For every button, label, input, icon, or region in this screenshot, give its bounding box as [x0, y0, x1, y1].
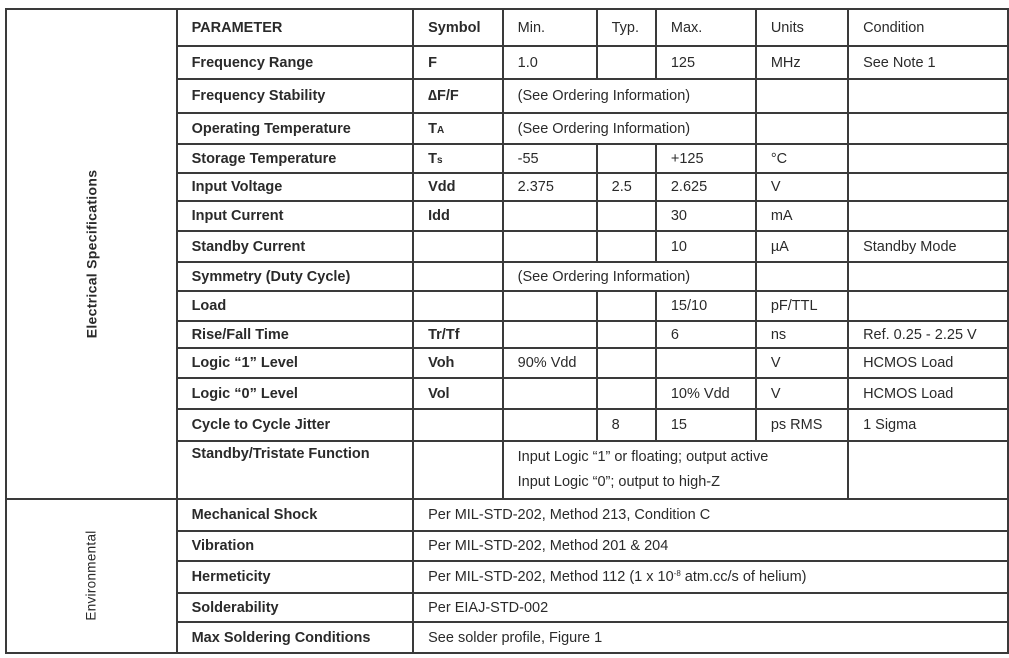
min-cell: 1.0: [503, 46, 597, 79]
tristate-line-2: Input Logic “0”; output to high-Z: [517, 474, 720, 490]
span-cell: (See Ordering Information): [503, 262, 756, 291]
header-row: [6, 9, 1008, 46]
units-cell: pF/TTL: [756, 291, 848, 321]
symbol-cell: Voh: [413, 348, 503, 378]
typ-cell: [597, 348, 656, 378]
units-cell: V: [756, 348, 848, 378]
condition-cell: [848, 291, 1008, 321]
condition-cell: See Note 1: [848, 46, 1008, 79]
max-cell: 2.625: [656, 173, 756, 201]
parameter-cell: Input Current: [177, 201, 414, 231]
typ-cell: [597, 321, 656, 348]
min-cell: [503, 321, 597, 348]
max-cell: 30: [656, 201, 756, 231]
header-typ: Typ.: [597, 9, 656, 46]
table-row: [6, 499, 1008, 531]
environmental-group-label: Environmental: [83, 530, 99, 621]
min-cell: [503, 291, 597, 321]
condition-cell: [848, 441, 1008, 499]
environmental-group-cell: [6, 499, 177, 653]
span-cell: (See Ordering Information): [503, 113, 756, 144]
parameter-cell: Vibration: [177, 531, 414, 561]
max-cell: 15/10: [656, 291, 756, 321]
units-cell: mA: [756, 201, 848, 231]
symbol-subscript: s: [436, 154, 443, 166]
symbol-cell: [413, 144, 503, 173]
typ-cell: 8: [597, 409, 656, 441]
span-cell: (See Ordering Information): [503, 79, 756, 113]
symbol-cell: ∆F/F: [413, 79, 503, 113]
value-cell: Per MIL-STD-202, Method 213, Condition C: [413, 499, 1008, 531]
symbol-cell: [413, 231, 503, 262]
condition-cell: [848, 173, 1008, 201]
max-cell: [656, 348, 756, 378]
parameter-cell: Solderability: [177, 593, 414, 622]
units-cell: [756, 262, 848, 291]
typ-cell: [597, 144, 656, 173]
units-cell: ps RMS: [756, 409, 848, 441]
electrical-group-label: Electrical Specifications: [83, 169, 100, 338]
units-cell: V: [756, 378, 848, 409]
condition-cell: HCMOS Load: [848, 348, 1008, 378]
value-text: Per MIL-STD-202, Method 112 (1 x 10: [428, 569, 674, 585]
min-cell: 2.375: [503, 173, 597, 201]
value-text: atm.cc/s of helium): [680, 569, 807, 585]
exponent: -8: [673, 569, 681, 578]
tristate-line-1: Input Logic “1” or floating; output active: [517, 449, 769, 465]
symbol-cell: Vol: [413, 378, 503, 409]
header-symbol: Symbol: [413, 9, 503, 46]
symbol-subscript: A: [436, 124, 445, 136]
parameter-cell: Logic “1” Level: [177, 348, 414, 378]
specifications-table: [5, 8, 1009, 654]
symbol-main: T: [428, 120, 437, 137]
symbol-cell: Vdd: [413, 173, 503, 201]
header-parameter: PARAMETER: [177, 9, 414, 46]
min-cell: -55: [503, 144, 597, 173]
condition-cell: Standby Mode: [848, 231, 1008, 262]
symbol-cell: Tr/Tf: [413, 321, 503, 348]
parameter-cell: Symmetry (Duty Cycle): [177, 262, 414, 291]
parameter-cell: Storage Temperature: [177, 144, 414, 173]
typ-cell: [597, 231, 656, 262]
header-condition: Condition: [848, 9, 1008, 46]
condition-cell: [848, 144, 1008, 173]
parameter-cell: Logic “0” Level: [177, 378, 414, 409]
units-cell: [756, 79, 848, 113]
typ-cell: [597, 291, 656, 321]
symbol-cell: [413, 291, 503, 321]
value-cell: Per MIL-STD-202, Method 201 & 204: [413, 531, 1008, 561]
parameter-cell: Operating Temperature: [177, 113, 414, 144]
value-cell: See solder profile, Figure 1: [413, 622, 1008, 653]
condition-cell: 1 Sigma: [848, 409, 1008, 441]
condition-cell: [848, 262, 1008, 291]
min-cell: 90% Vdd: [503, 348, 597, 378]
parameter-cell: Load: [177, 291, 414, 321]
parameter-cell: Hermeticity: [177, 561, 414, 593]
electrical-group-cell: [6, 9, 177, 499]
parameter-cell: Mechanical Shock: [177, 499, 414, 531]
symbol-cell: Idd: [413, 201, 503, 231]
symbol-cell: F: [413, 46, 503, 79]
parameter-cell: Frequency Range: [177, 46, 414, 79]
header-max: Max.: [656, 9, 756, 46]
min-cell: [503, 231, 597, 262]
header-units: Units: [756, 9, 848, 46]
max-cell: 6: [656, 321, 756, 348]
parameter-cell: Max Soldering Conditions: [177, 622, 414, 653]
min-cell: [503, 378, 597, 409]
condition-cell: [848, 201, 1008, 231]
typ-cell: [597, 46, 656, 79]
condition-cell: [848, 79, 1008, 113]
parameter-cell: Cycle to Cycle Jitter: [177, 409, 414, 441]
max-cell: +125: [656, 144, 756, 173]
max-cell: 125: [656, 46, 756, 79]
value-cell: [413, 561, 1008, 593]
parameter-cell: Rise/Fall Time: [177, 321, 414, 348]
parameter-cell: Frequency Stability: [177, 79, 414, 113]
units-cell: °C: [756, 144, 848, 173]
units-cell: MHz: [756, 46, 848, 79]
parameter-cell: Standby/Tristate Function: [177, 441, 414, 499]
symbol-cell: [413, 113, 503, 144]
typ-cell: [597, 378, 656, 409]
symbol-cell: [413, 262, 503, 291]
symbol-main: T: [428, 150, 437, 167]
condition-cell: [848, 113, 1008, 144]
units-cell: V: [756, 173, 848, 201]
min-cell: [503, 409, 597, 441]
min-cell: [503, 201, 597, 231]
max-cell: 10% Vdd: [656, 378, 756, 409]
max-cell: 15: [656, 409, 756, 441]
units-cell: [756, 113, 848, 144]
value-cell: Per EIAJ-STD-002: [413, 593, 1008, 622]
parameter-cell: Input Voltage: [177, 173, 414, 201]
max-cell: 10: [656, 231, 756, 262]
parameter-cell: Standby Current: [177, 231, 414, 262]
header-min: Min.: [503, 9, 597, 46]
units-cell: µA: [756, 231, 848, 262]
symbol-cell: [413, 409, 503, 441]
units-cell: ns: [756, 321, 848, 348]
symbol-cell: [413, 441, 503, 499]
condition-cell: HCMOS Load: [848, 378, 1008, 409]
typ-cell: 2.5: [597, 173, 656, 201]
condition-cell: Ref. 0.25 - 2.25 V: [848, 321, 1008, 348]
tristate-description-cell: [503, 441, 848, 499]
typ-cell: [597, 201, 656, 231]
